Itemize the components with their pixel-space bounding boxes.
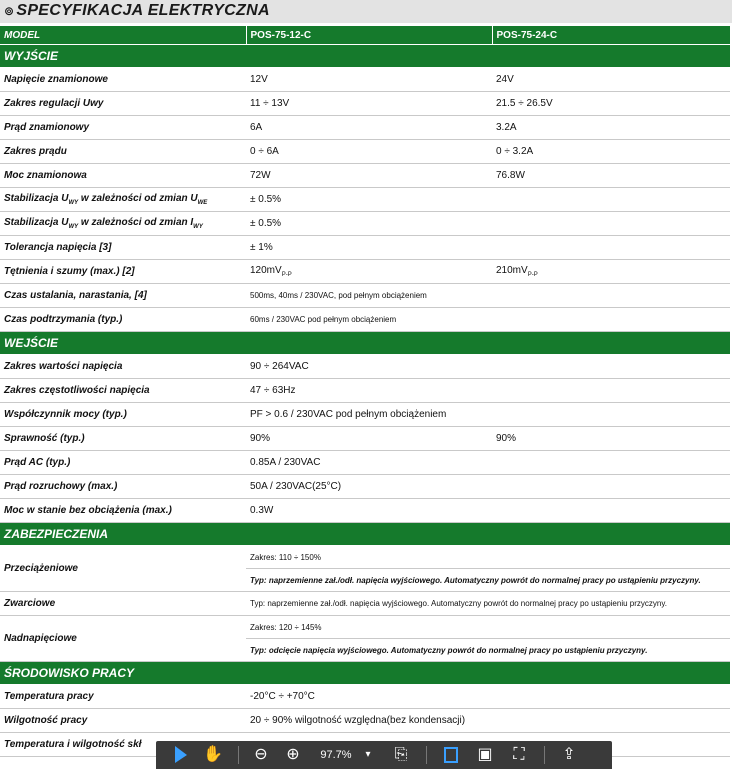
- fit-page-icon[interactable]: ▣: [477, 746, 493, 763]
- fit-width-icon[interactable]: [438, 741, 464, 769]
- table-row: [0, 284, 730, 308]
- zoom-level[interactable]: 97.7%: [320, 749, 352, 761]
- section-output-label: WYJŚCIE: [0, 45, 730, 68]
- title-text: SPECYFIKACJA ELEKTRYCZNA: [16, 2, 270, 19]
- share-icon[interactable]: ⇪: [562, 746, 576, 763]
- row-label: Czas podtrzymania (typ.): [0, 308, 246, 332]
- row-value: 50A / 230VAC(25°C): [246, 475, 730, 499]
- row-value: 500ms, 40ms / 230VAC, pod pełnym obciążeniem: [246, 284, 730, 308]
- row-label: Zakres regulacji Uwy: [0, 92, 246, 116]
- toolbar-divider: [544, 746, 545, 764]
- label-part: w zależności od zmian U: [78, 193, 198, 204]
- row-value-range: Zakres: 120 ÷ 145%: [246, 616, 730, 639]
- row-value-range: Zakres: 110 ÷ 150%: [246, 546, 730, 569]
- row-label: Wilgotność pracy: [0, 709, 246, 733]
- section-protection-label: ZABEZPIECZENIA: [0, 523, 730, 546]
- zoom-out-icon[interactable]: ⊖: [254, 746, 268, 763]
- table-row: [0, 685, 730, 709]
- toolbar-divider: [426, 746, 427, 764]
- table-row: [0, 451, 730, 475]
- row-value-24: 0 ÷ 3.2A: [492, 140, 730, 164]
- row-label: Temperatura i wilgotność skł: [0, 733, 246, 757]
- table-row: [0, 592, 730, 616]
- row-value: 60ms / 230VAC pod pełnym obciążeniem: [246, 308, 730, 332]
- row-value-24: 24V: [492, 68, 730, 92]
- zoom-in-icon[interactable]: ⊕: [286, 746, 300, 763]
- table-row: [0, 308, 730, 332]
- document-title: [4, 2, 270, 20]
- table-row: [0, 499, 730, 523]
- row-value-24: 76.8W: [492, 164, 730, 188]
- row-value-12: 0 ÷ 6A: [246, 140, 492, 164]
- label-subscript: WY: [68, 200, 79, 206]
- row-value-24: 21.5 ÷ 26.5V: [492, 92, 730, 116]
- toolbar-divider: [238, 746, 239, 764]
- header-model: MODEL: [0, 26, 246, 45]
- row-label: Zakres prądu: [0, 140, 246, 164]
- table-row: [0, 92, 730, 116]
- section-environment-label: ŚRODOWISKO PRACY: [0, 662, 730, 685]
- header-model-12: POS-75-12-C: [246, 26, 492, 45]
- row-value: ± 0.5%: [246, 188, 730, 212]
- table-row: [0, 427, 730, 451]
- table-row: [0, 475, 730, 499]
- table-row: [0, 709, 730, 733]
- row-value-12: 90%: [246, 427, 492, 451]
- ripple-value: 120mV: [250, 265, 282, 276]
- row-value: ± 0.5%: [246, 212, 730, 236]
- section-output: [0, 45, 730, 68]
- row-label: Prąd AC (typ.): [0, 451, 246, 475]
- ripple-unit: P-P: [527, 272, 538, 278]
- row-label: Czas ustalania, narastania, [4]: [0, 284, 246, 308]
- table-row: [0, 403, 730, 427]
- label-part: Stabilizacja U: [4, 193, 69, 204]
- row-label: Prąd rozruchowy (max.): [0, 475, 246, 499]
- row-value: 47 ÷ 63Hz: [246, 379, 730, 403]
- label-subscript: WE: [197, 200, 208, 206]
- row-label: Zwarciowe: [0, 592, 246, 616]
- row-label: Współczynnik mocy (typ.): [0, 403, 246, 427]
- row-value-12: [246, 260, 492, 284]
- table-row: [0, 616, 730, 639]
- section-environment: [0, 662, 730, 685]
- table-row: [0, 188, 730, 212]
- row-value-12: 12V: [246, 68, 492, 92]
- row-value-12: 6A: [246, 116, 492, 140]
- row-label: Sprawność (typ.): [0, 427, 246, 451]
- label-part: Stabilizacja U: [4, 217, 69, 228]
- row-label: Prąd znamionowy: [0, 116, 246, 140]
- table-row: [0, 546, 730, 569]
- section-input: [0, 332, 730, 355]
- row-label: Moc znamionowa: [0, 164, 246, 188]
- row-label: Temperatura pracy: [0, 685, 246, 709]
- table-row: [0, 116, 730, 140]
- row-value: PF > 0.6 / 230VAC pod pełnym obciążeniem: [246, 403, 730, 427]
- row-label: Tolerancja napięcia [3]: [0, 236, 246, 260]
- section-protection: [0, 523, 730, 546]
- label-subscript: WY: [193, 224, 203, 230]
- row-label: Napięcie znamionowe: [0, 68, 246, 92]
- table-row: [0, 164, 730, 188]
- row-value-24: [492, 260, 730, 284]
- rotate-icon[interactable]: ⎘: [394, 746, 408, 763]
- row-label: Zakres wartości napięcia: [0, 355, 246, 379]
- row-value-12: 11 ÷ 13V: [246, 92, 492, 116]
- row-value: 20 ÷ 90% wilgotność względna(bez kondensacji): [246, 709, 730, 733]
- row-value-type: Typ: odcięcie napięcia wyjściowego. Automatyczny powrót do normalnej pracy po ustąpieniu przyczyny.: [246, 639, 730, 662]
- row-label: Moc w stanie bez obciążenia (max.): [0, 499, 246, 523]
- table-row: [0, 379, 730, 403]
- row-label: Nadnapięciowe: [0, 616, 246, 662]
- row-value-type: Typ: naprzemienne zał./odł. napięcia wyjściowego. Automatyczny powrót do normalnej pracy po ustąpieniu przyczyny.: [246, 592, 730, 616]
- row-value: 0.85A / 230VAC: [246, 451, 730, 475]
- cursor-icon[interactable]: [168, 741, 194, 769]
- row-value-24: 3.2A: [492, 116, 730, 140]
- row-label: Przeciążeniowe: [0, 546, 246, 592]
- row-value-24: 90%: [492, 427, 730, 451]
- header-model-24: POS-75-24-C: [492, 26, 730, 45]
- table-row: [0, 212, 730, 236]
- hand-icon[interactable]: ✋: [203, 746, 223, 763]
- row-label: [0, 188, 246, 212]
- table-header: [0, 26, 730, 45]
- fullscreen-icon[interactable]: ⛶: [513, 746, 525, 763]
- table-row: [0, 260, 730, 284]
- row-label: Zakres częstotliwości napięcia: [0, 379, 246, 403]
- table-row: [0, 68, 730, 92]
- row-value: 0.3W: [246, 499, 730, 523]
- row-value: 90 ÷ 264VAC: [246, 355, 730, 379]
- spec-table: [0, 26, 731, 757]
- row-label: [0, 212, 246, 236]
- row-value-12: 72W: [246, 164, 492, 188]
- ripple-value: 210mV: [496, 265, 528, 276]
- label-part: w zależności od zmian I: [78, 217, 194, 228]
- row-value: ± 1%: [246, 236, 730, 260]
- title-mark-icon: ⊚: [4, 4, 15, 18]
- row-value: -20°C ÷ +70°C: [246, 685, 730, 709]
- section-input-label: WEJŚCIE: [0, 332, 730, 355]
- table-row: [0, 355, 730, 379]
- row-label: Tętnienia i szumy (max.) [2]: [0, 260, 246, 284]
- title-bar: [0, 0, 732, 23]
- dropdown-icon[interactable]: ▾: [365, 749, 371, 760]
- row-value-type: Typ: naprzemienne zał./odł. napięcia wyjściowego. Automatyczny powrót do normalnej pracy po ustąpieniu przyczyny.: [246, 569, 730, 592]
- viewer-toolbar: [156, 741, 612, 769]
- label-subscript: WY: [68, 224, 79, 230]
- ripple-unit: P-P: [281, 272, 292, 278]
- table-row: [0, 236, 730, 260]
- table-row: [0, 140, 730, 164]
